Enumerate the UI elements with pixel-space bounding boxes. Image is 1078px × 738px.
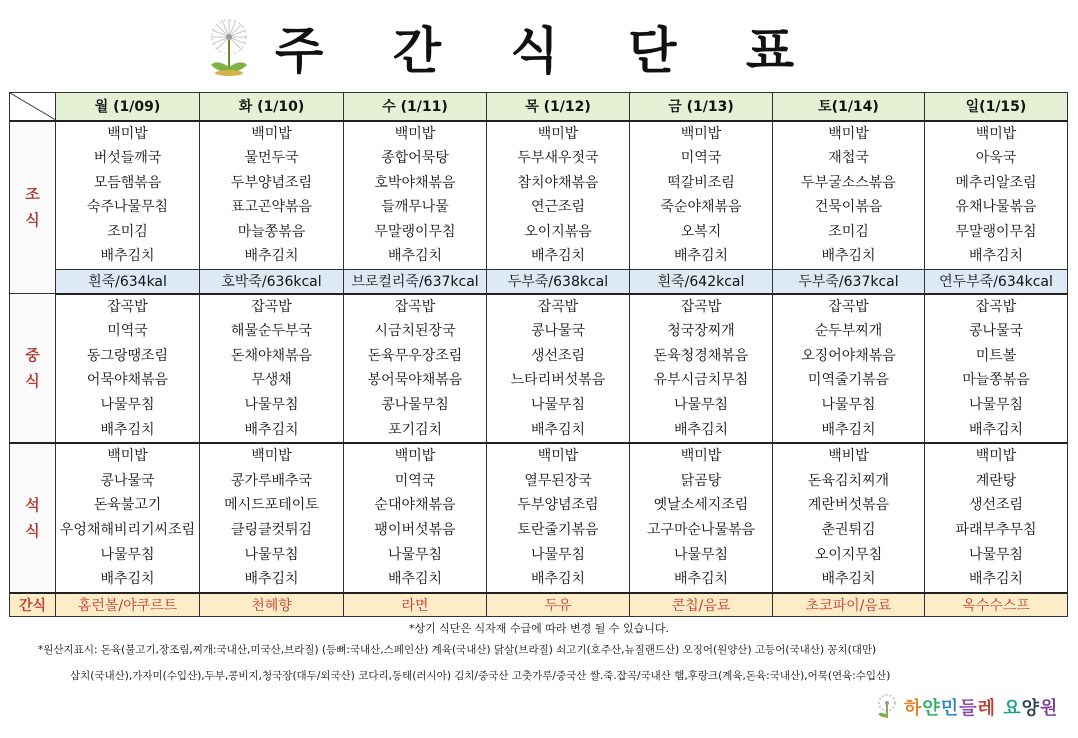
menu-cell (630, 443, 773, 593)
menu-item: 백미밥 (107, 448, 148, 465)
menu-item: 돈채야채볶음 (230, 347, 313, 364)
menu-item: 순대야채볶음 (374, 497, 456, 514)
snack-cell: 콘칩/음료 (630, 593, 773, 617)
menu-item: 배추김치 (530, 421, 586, 438)
menu-item: 미역국 (107, 323, 148, 340)
menu-item: 계란탕 (975, 472, 1017, 489)
day-header-wed: 수 (1/11) (344, 93, 487, 121)
menu-item: 오징어야채볶음 (801, 347, 896, 364)
menu-cell (925, 121, 1068, 270)
menu-cell (630, 121, 773, 270)
porridge-row (10, 270, 1068, 294)
menu-item: 나물무침 (968, 396, 1024, 413)
day-header-mon: 월 (1/09) (56, 93, 200, 121)
menu-item: 무말랭이무침 (955, 223, 1037, 240)
menu-cell (344, 121, 487, 270)
menu-item: 죽순야채볶음 (660, 199, 742, 216)
menu-item: 배추김치 (244, 248, 299, 265)
menu-cell (925, 443, 1068, 593)
menu-item: 배추김치 (387, 248, 443, 265)
menu-item: 잡곡밥 (107, 298, 148, 315)
snack-label: 간식 (10, 593, 56, 617)
menu-item: 나물무침 (968, 546, 1024, 563)
porridge-cell: 흰죽/642kcal (630, 270, 773, 294)
menu-item: 배추김치 (244, 571, 299, 588)
menu-item: 배추김치 (100, 421, 155, 438)
menu-item: 무말랭이무침 (374, 223, 456, 240)
menu-cell (200, 443, 344, 593)
menu-item: 콩나물국 (968, 323, 1024, 340)
menu-item: 유채나물볶음 (955, 199, 1037, 216)
menu-item: 배추김치 (244, 421, 299, 438)
menu-item: 콩나물국 (100, 472, 155, 489)
menu-item: 팽이버섯볶음 (374, 521, 456, 538)
menu-item: 배추김치 (673, 248, 729, 265)
menu-item: 생선조림 (968, 497, 1024, 514)
corner-cell (10, 93, 56, 121)
menu-cell (925, 294, 1068, 444)
menu-cell (56, 443, 200, 593)
menu-item: 건묵이볶음 (814, 199, 883, 216)
menu-item: 백미밥 (251, 448, 292, 465)
menu-item: 백미밥 (975, 448, 1017, 465)
menu-item: 떡갈비조림 (667, 174, 735, 191)
menu-item: 백미밥 (680, 448, 722, 465)
origin-info-line-2: 삼치(국내산),가자미(수입산),두부,콩비지,청국장(대두/외국산) 코다리,동태(러시아) 김치/중국산 고춧가루/중국산 쌀.죽.잡곡/국내산 햄,후랑크(계육,돈육:국내산),어묵(연육:수입산) (70, 670, 891, 682)
menu-item: 재첩국 (828, 150, 869, 167)
menu-item: 돈육김치찌개 (807, 472, 890, 489)
menu-item: 배추김치 (821, 421, 876, 438)
dinner-label: 석 식 (10, 443, 56, 593)
day-header-sat: 토(1/14) (773, 93, 925, 121)
menu-item: 미역국 (394, 472, 436, 489)
menu-item: 나물무침 (530, 546, 586, 563)
logo-char: 들 (959, 698, 978, 719)
menu-item: 배추김치 (100, 571, 155, 588)
menu-item: 무생채 (251, 372, 292, 389)
day-header-thu: 목 (1/12) (487, 93, 630, 121)
menu-item: 나물무침 (530, 396, 586, 413)
menu-cell (56, 294, 200, 444)
menu-item: 버섯들깨국 (93, 150, 162, 167)
facility-name (904, 694, 1058, 720)
menu-item: 종합어묵탕 (381, 150, 449, 167)
menu-item: 참치야채볶음 (517, 174, 599, 191)
porridge-cell: 연두부죽/634kcal (925, 270, 1068, 294)
menu-item: 연근조림 (530, 199, 586, 216)
menu-item: 미트볼 (975, 347, 1017, 364)
menu-item: 두부양념조림 (230, 174, 313, 191)
logo-char: 민 (940, 698, 960, 719)
menu-item: 배추김치 (821, 571, 876, 588)
menu-item: 배추김치 (968, 421, 1024, 438)
dandelion-logo-icon (876, 694, 898, 720)
porridge-cell: 두부죽/637kcal (773, 270, 925, 294)
day-header-fri: 금 (1/13) (630, 93, 773, 121)
menu-item: 유부시금치무침 (653, 372, 749, 389)
day-header-row (10, 93, 1068, 121)
menu-item: 열무된장국 (524, 472, 592, 489)
menu-item: 계란버섯볶음 (807, 497, 890, 514)
menu-item: 두부새우젓국 (517, 150, 599, 167)
menu-item: 해물순두부국 (230, 323, 313, 340)
menu-item: 물먼두국 (244, 150, 299, 167)
menu-item: 호박야채볶음 (374, 174, 456, 191)
snack-row (10, 593, 1068, 617)
porridge-cell: 두부죽/638kcal (487, 270, 630, 294)
menu-item: 잡곡밥 (251, 298, 292, 315)
menu-cell (630, 294, 773, 444)
menu-cell (200, 294, 344, 444)
porridge-cell: 브로컬리죽/637kcal (344, 270, 487, 294)
menu-item: 파래부추무침 (955, 521, 1037, 538)
menu-item: 시금치된장국 (374, 323, 456, 340)
menu-item: 표고곤약볶음 (230, 199, 313, 216)
menu-cell (773, 443, 925, 593)
lunch-row (10, 294, 1068, 444)
menu-item: 콩나물무침 (381, 396, 449, 413)
menu-cell (773, 294, 925, 444)
menu-item: 백미밥 (251, 125, 292, 142)
menu-item: 두부굴소스볶음 (801, 174, 896, 191)
menu-item: 나물무침 (244, 396, 299, 413)
menu-item: 백비밥 (828, 448, 869, 465)
menu-item: 나물무침 (673, 546, 729, 563)
menu-item: 잡곡밥 (828, 298, 869, 315)
menu-item: 나물무침 (244, 546, 299, 563)
menu-item: 오이지볶음 (524, 223, 592, 240)
menu-item: 조미김 (107, 223, 148, 240)
facility-logo (876, 694, 1058, 720)
title-area (205, 12, 820, 82)
menu-item: 춘권튀김 (821, 521, 876, 538)
menu-item: 돈육무우장조림 (367, 347, 463, 364)
menu-item: 조미김 (828, 223, 869, 240)
logo-char: 요 (1003, 698, 1022, 719)
menu-cell (344, 443, 487, 593)
lunch-label: 중 식 (10, 294, 56, 444)
breakfast-row (10, 121, 1068, 270)
logo-char: 레 (977, 698, 996, 719)
menu-item: 고구마순나물볶음 (646, 521, 756, 538)
menu-cell (200, 121, 344, 270)
menu-item: 배추김치 (387, 571, 443, 588)
menu-item: 포기김치 (387, 421, 443, 438)
menu-item: 들깨무나물 (381, 199, 449, 216)
logo-char: 얀 (922, 698, 941, 719)
menu-item: 배추김치 (821, 248, 876, 265)
porridge-cell: 흰죽/634kal (56, 270, 200, 294)
menu-item: 콩나물국 (530, 323, 586, 340)
menu-item: 메시드포테이토 (224, 497, 319, 514)
logo-char: 양 (1021, 698, 1041, 719)
menu-item: 두부양념조림 (517, 497, 599, 514)
menu-item: 아욱국 (975, 150, 1017, 167)
menu-item: 옛날소세지조림 (653, 497, 749, 514)
menu-cell (487, 294, 630, 444)
menu-item: 메추리알조림 (955, 174, 1037, 191)
menu-item: 콩가루배추국 (230, 472, 313, 489)
menu-item: 느타리버섯볶음 (510, 372, 606, 389)
menu-item: 마늘쫑볶음 (237, 223, 306, 240)
menu-item: 나물무침 (821, 396, 876, 413)
menu-item: 나물무침 (100, 396, 155, 413)
snack-cell: 두유 (487, 593, 630, 617)
menu-cell (487, 121, 630, 270)
menu-item: 돈육불고기 (93, 497, 162, 514)
menu-item: 배추김치 (100, 248, 155, 265)
porridge-cell: 호박죽/636kcal (200, 270, 344, 294)
menu-item: 생선조림 (530, 347, 586, 364)
menu-item: 배추김치 (530, 248, 586, 265)
snack-cell: 홈런볼/야쿠르트 (56, 593, 200, 617)
menu-cell (487, 443, 630, 593)
menu-item: 배추김치 (673, 421, 729, 438)
menu-item: 배추김치 (968, 571, 1024, 588)
menu-item: 백미밥 (107, 125, 148, 142)
logo-char: 하 (904, 698, 923, 719)
menu-cell (773, 121, 925, 270)
menu-item: 마늘쫑볶음 (962, 372, 1030, 389)
menu-item: 어묵야채볶음 (86, 372, 169, 389)
menu-item: 우엉채해비리기씨조림 (59, 521, 196, 538)
menu-item: 오복지 (680, 223, 722, 240)
menu-cell (56, 121, 200, 270)
menu-item: 숙주나물무침 (86, 199, 169, 216)
logo-char: 원 (1040, 698, 1059, 719)
dinner-row (10, 443, 1068, 593)
menu-item: 클링클컷튀김 (230, 521, 313, 538)
menu-item: 미역국 (680, 150, 722, 167)
menu-item: 백미밥 (975, 125, 1017, 142)
menu-item: 백미밥 (537, 125, 579, 142)
weekly-menu-table (9, 92, 1068, 617)
menu-item: 나물무침 (673, 396, 729, 413)
menu-item: 잡곡밥 (680, 298, 722, 315)
snack-cell: 천혜향 (200, 593, 344, 617)
menu-item: 토란줄기볶음 (517, 521, 599, 538)
menu-cell (344, 294, 487, 444)
menu-item: 백미밥 (394, 448, 436, 465)
menu-item: 백미밥 (828, 125, 869, 142)
menu-item: 동그랑땡조림 (86, 347, 169, 364)
dandelion-icon (205, 15, 253, 79)
snack-cell: 옥수수스프 (925, 593, 1068, 617)
breakfast-label: 조 식 (10, 121, 56, 294)
menu-item: 백미밥 (537, 448, 579, 465)
day-header-tue: 화 (1/10) (200, 93, 344, 121)
menu-item: 백미밥 (394, 125, 436, 142)
menu-item: 청국장찌개 (667, 323, 735, 340)
page-title: 주 간 식 단 표 (275, 22, 821, 80)
menu-item: 나물무침 (100, 546, 155, 563)
snack-cell: 초코파이/음료 (773, 593, 925, 617)
menu-item: 잡곡밥 (975, 298, 1017, 315)
menu-item: 잡곡밥 (394, 298, 436, 315)
menu-item: 미역줄기볶음 (807, 372, 890, 389)
menu-item: 닭곰탕 (680, 472, 722, 489)
menu-item: 배추김치 (968, 248, 1024, 265)
change-notice: *상기 식단은 식자재 수급에 따라 변경 될 수 있습니다. (408, 622, 670, 635)
menu-item: 돈육청경채볶음 (653, 347, 749, 364)
snack-cell: 라면 (344, 593, 487, 617)
day-header-sun: 일(1/15) (925, 93, 1068, 121)
menu-item: 백미밥 (680, 125, 722, 142)
menu-item: 잡곡밥 (537, 298, 579, 315)
menu-item: 배추김치 (673, 571, 729, 588)
menu-item: 나물무침 (387, 546, 443, 563)
menu-item: 모듬햄볶음 (93, 174, 162, 191)
origin-info-line-1: *원산지표시: 돈육(불고기,장조림,찌개:국내산,미국산,브라질) (등뼈:국내산,스페인산) 계육(국내산) 닭살(브라질) 쇠고기(호주산,뉴질랜드산) 오징어(원양산) 고등어(국내산) 꽁치(대만) (38, 644, 877, 656)
menu-item: 오이지무침 (814, 546, 883, 563)
menu-item: 배추김치 (530, 571, 586, 588)
menu-item: 봉어묵야채볶음 (367, 372, 463, 389)
menu-item: 순두부찌개 (814, 323, 883, 340)
